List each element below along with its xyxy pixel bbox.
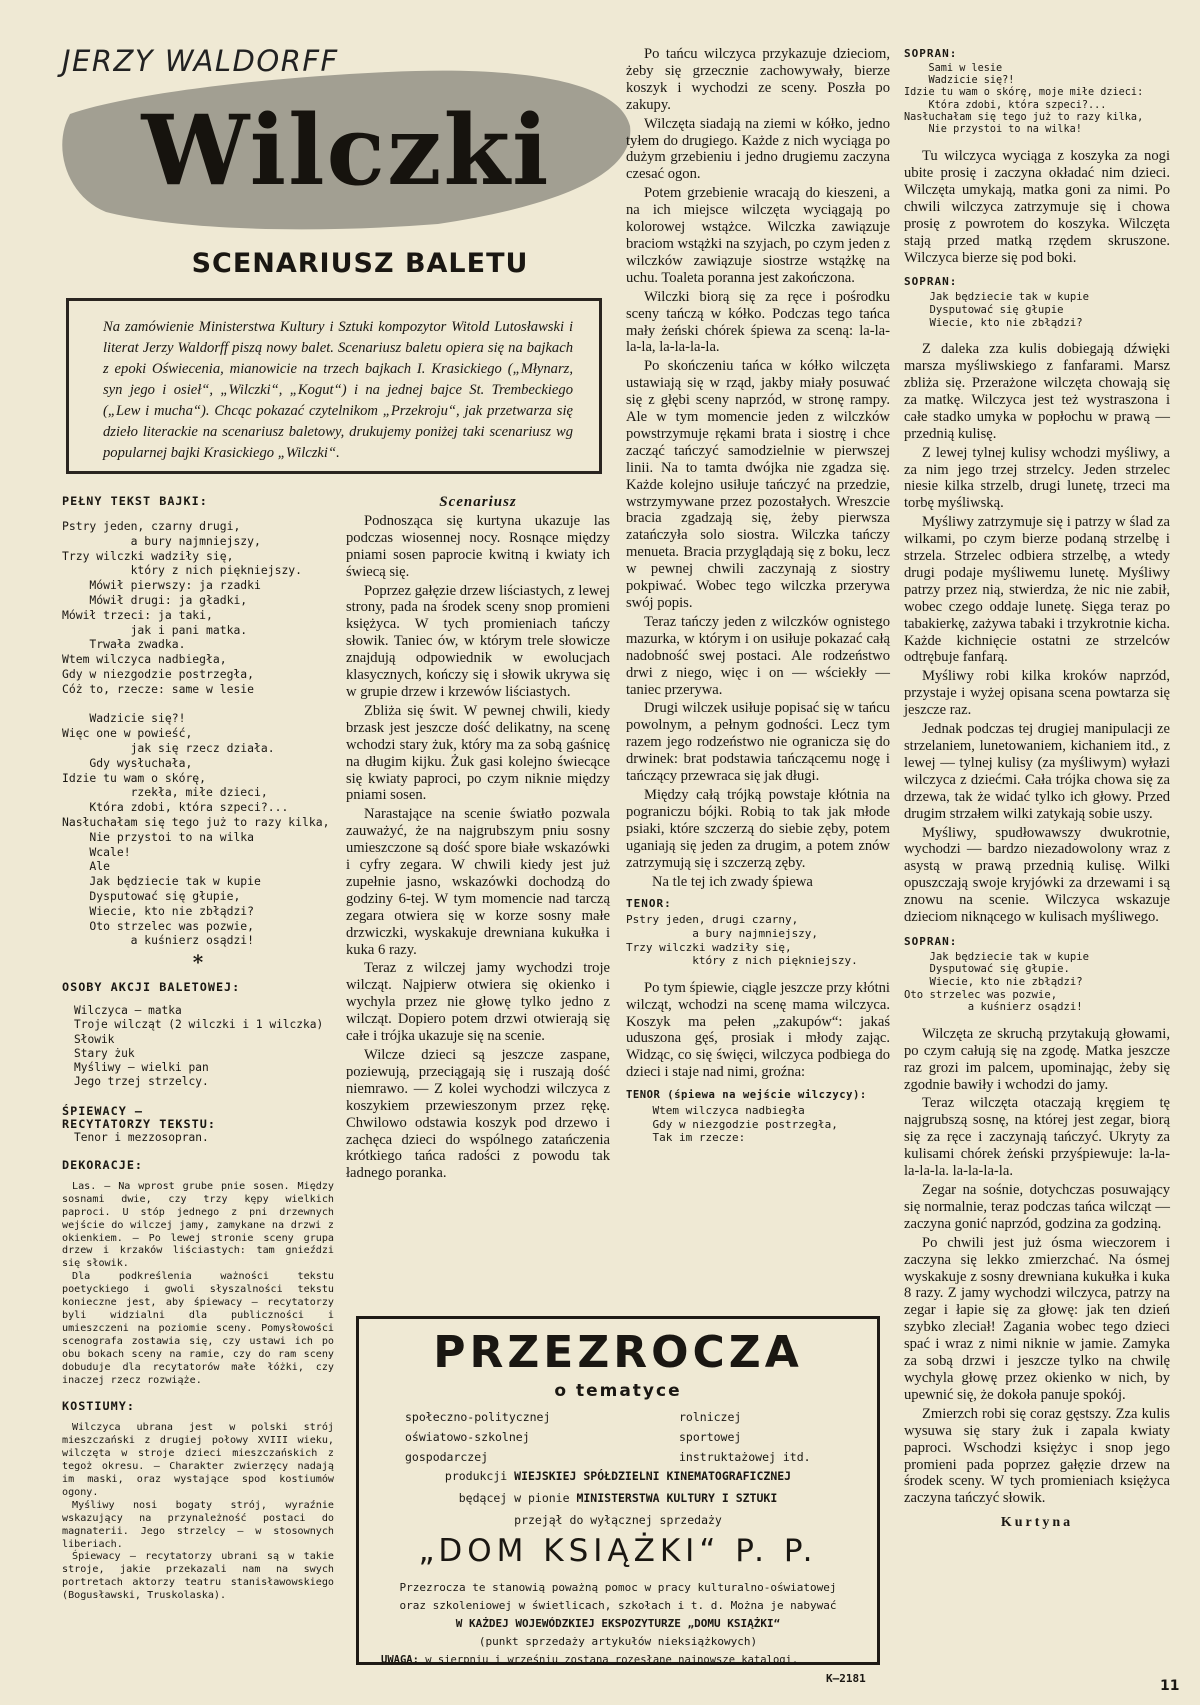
ad-code: K—2181 (826, 1672, 866, 1685)
scenario-paragraph: Jednak podczas tej drugiej manipulacji ze strzelaniem, lunetowaniem, kichaniem itd., z lewej — tylnej kulisy (za myśliwym) wyłazi wilczyca z dziećmi. Cała trójka chowa się za drzewa, tak że widać tylko ich głowy. Przed drugim strzałem wilki zatykają sobie uszy. (904, 721, 1170, 822)
title-text: Wilczki (141, 94, 551, 207)
tenor-lyrics: Pstry jeden, drugi czarny, a bury najmniejszy, Trzy wilczki wadziły się, który z nich piękniejszy. (626, 913, 858, 968)
scenario-paragraph: Po chwili jest już ósma wieczorem i zaczyna się lekko zmierzchać. Na ósmej wyskakuje z sosny drewniana kukułka i kuka 8 razy. Z jamy wychodzi wilczyca, patrzy na zegar i łapie się za głowę: jak ten dzień szybko zleciał! Zagania wobec tego dzieci spać i wraz z nimi niknie w jamie. Zamyka za sobą drzwi i jeszcze tylko na chwilę wychyla głowę przez okienko w nich, by upewnić się, że dokoła panuje spokój. (904, 1234, 1170, 1403)
ad-subtitle: o tematyce (554, 1381, 682, 1401)
ad-ministry-line (359, 1491, 877, 1505)
scenario-paragraph: Potem grzebienie wracają do kieszeni, a na ich miejsce wilczęta wyciągają po kolorowej wstążce. Wilczka zawiązuje braciom wstążki na szyjach, po czym jeden z wilczków zawiązuje siostrze wstążkę na uchu. Toaleta poranna jest zakończona. (626, 185, 890, 286)
tenor-lyrics: Wtem wilczyca nadbiegła Gdy w niezgodzie postrzegła, Tak im rzecze: (652, 1104, 838, 1145)
column-a (62, 494, 334, 1603)
scenario-paragraph: Po tańcu wilczyca przykazuje dzieciom, żeby się grzecznie zachowywały, bierze koszyk i wychodzi ze sceny. Poszła po zakupy. (626, 46, 890, 113)
singers-heading: ŚPIEWACY — RECYTATORZY TEKSTU: (62, 1104, 216, 1132)
ad-brand: „DOM KSIĄŻKI“ P. P. (418, 1533, 818, 1569)
costume-paragraph: Śpiewacy — recytatorzy ubrani są w takie stroje, jakie przekazali nam na swych portretach aktorzy teatru stanisławowskiego (Bogusławski, Truskolaska). (62, 1551, 334, 1602)
scenario-paragraph: Myśliwy, spudłowawszy dwukrotnie, wychodzi — bardzo niezadowolony wraz z asystą w prawą przednią kulisę. Wilki opuszczają swoje kryjówki za drzewami i są znowu na scenie. Wilczyca wskazuje dzieciom niknącego w kulisach myśliwego. (904, 824, 1170, 926)
persons-list: Wilczyca — matka Troje wilcząt (2 wilczki i 1 wilczka) Słowik Stary żuk Myśliwy — wielki pan Jego trzej strzelcy. (74, 1004, 324, 1089)
ad-desc: W KAŻDEJ WOJEWÓDZKIEJ EKSPOZYTURZE „DOMU KSIĄŻKI“ (455, 1617, 781, 1630)
scenario-paragraph: Zmierzch robi się coraz gęstszy. Zza kulis wysuwa się stary żuk i zapala kwiaty paproci. Wschodzi księżyc i snop jego promieni pada poprzez gałęzie drzew na środek sceny. W tych promieniach księżyca zaczyna tańczyć słowik. (904, 1405, 1170, 1507)
sopran-label: SOPRAN: (904, 275, 958, 289)
sopran-label: SOPRAN: (904, 934, 958, 948)
costume-paragraph: Myśliwy nosi bogaty strój, wyraźnie wskazujący na przynależność postaci do magnaterii. Jego strzelcy — w stosownych liberiach. (62, 1499, 334, 1550)
ad-desc: Przezrocza te stanowią poważną pomoc w pracy kulturalno-oświatowej (399, 1581, 837, 1594)
ad-topic: gospodarczej (405, 1450, 489, 1464)
singers-text: Tenor i mezzosopran. (74, 1131, 209, 1145)
curtain-label: Kurtyna (1000, 1515, 1074, 1531)
ad-sale-line: przejął do wyłącznej sprzedaży (514, 1513, 722, 1527)
scenario-paragraph: Wilczęta ze skruchą przytakują głowami, po czym całują się na zgodę. Matka jeszcze raz grozi im palcem, upominając, żeby się zgodnie bawiły i wchodzi do jamy. (904, 1025, 1170, 1093)
scenario-paragraph: Podnosząca się kurtyna ukazuje las podczas wiosennej nocy. Rosnące między pniami sosen paprocie kwitną i kwiaty ich świecą się. (346, 512, 610, 580)
ad-topics-left (405, 1407, 550, 1467)
costume-heading: KOSTIUMY: (62, 1399, 135, 1414)
ad-topic: instruktażowej itd. (679, 1450, 811, 1464)
scenario-paragraph: Drugi wilczek usiłuje popisać się w tańcu powolnym, a pełnym godności. Lecz tym razem jego rodzeństwo nie ogranicza się do drwinek: brat podstawia tańczącemu nogę i tańczący przewraca się jak długi. (626, 700, 890, 785)
scenario-heading: Scenariusz (439, 494, 517, 510)
scenario-paragraph: Myśliwy robi kilka kroków naprzód, przystaje i wyżej opisana scena powtarza się jeszcze raz. (904, 668, 1170, 719)
ad-desc: oraz szkoleniowej w świetlicach, szkołach i t. d. Można je nabywać (399, 1599, 837, 1612)
page-number: 11 (1160, 1678, 1180, 1694)
scenario-paragraph: Myśliwy zatrzymuje się i patrzy w ślad za wilkami, po czym bierze podaną strzelbę i strzela. Strzelec odbiera strzelbę, a wtedy drugi podaje myśliwemu lunetę. Myśliwy patrzy przez nią, stwierdza, że nic nie zabił, wobec czego oddaje lunetę. Sięga teraz po tabakierkę, zażywa tabaki i trzykrotnie kicha. Każde kichnięcie ostatni ze strzelców odtrębuje fanfarą. (904, 514, 1170, 666)
scenario-paragraph: Z lewej tylnej kulisy wchodzi myśliwy, a za nim jego trzej strzelcy. Jeden strzelec niesie kilka strzelb, drugi lunetę, trzeci ma torbę myśliwską. (904, 444, 1170, 512)
costume-body (62, 1422, 334, 1603)
ad-topics-right (679, 1407, 811, 1467)
ad-ministry-name: MINISTERSTWA KULTURY I SZTUKI (576, 1491, 778, 1505)
tenor-label: TENOR (śpiewa na wejście wilczycy): (626, 1089, 867, 1102)
ad-ministry-prefix: będącej w pionie (458, 1491, 577, 1505)
scenario-paragraph: Teraz z wilczej jamy wychodzi troje wilcząt. Najpierw otwiera się okienko i wychyla przez nie głowę tylko jedno z wilcząt. Dopiero potem drzwi otwierają się całe i trójka ukazuje się na scenie. (346, 960, 610, 1045)
scenario-paragraph: Zbliża się świt. W pewnej chwili, kiedy brzask jest jeszcze dość delikatny, na scenę wchodzi stary żuk, który ma za sobą gaśnicę na długim kijku. Żuk gasi kolejno świecące się kwiaty paproci, po czym niknie między pniami sosen. (346, 702, 610, 804)
ad-producer-name: WIEJSKIEJ SPÓŁDZIELNI KINEMATOGRAFICZNEJ (514, 1469, 792, 1483)
ad-topic: sportowej (679, 1430, 742, 1444)
decor-body (62, 1181, 334, 1388)
scenario-paragraph: Wilcze dzieci są jeszcze zaspane, poziewują, przeciągają się i ruszają dość niemrawo. — Z kolei wychodzi wilczyca z koszykiem przewieszonym przez rękę. Chwilowo odstawia koszyk pod drzewo i zachęca dzieci do wspólnego zatańczenia krótkiego tańca radości z powodu tak ładnego poranka. (346, 1047, 610, 1182)
sopran-lyrics: Sami w lesie Wadzicie się?! Idzie tu wam o skórę, moje miłe dzieci: Która zdobi, która szpeci?... Nasłuchałam się tego już to razy kilka, Nie przystoi to na wilka! (904, 62, 1144, 135)
author-name: JERZY WALDORFF (62, 44, 339, 78)
section-star: * (192, 950, 204, 975)
ad-topic: oświatowo-szkolnej (405, 1430, 530, 1444)
intro-text: Na zamówienie Ministerstwa Kultury i Sztuki kompozytor Witold Lutosławski i literat Jerzy Waldorff piszą nowy balet. Scenariusz baletu opiera się na bajkach z epoki Oświecenia, mianowicie na trzech bajkach I. Krasickiego („Młynarz, syn jego i osieł“, „Wilczki“, „Kogut“) i na jednej bajce St. Trembeckiego („Lew i mucha“). Chcąc pokazać czytelnikom „Przekroju“, jak przetwarza się dzieło literackie na scenariusz baletowy, drukujemy poniżej taki scenariusz wg popularnej bajki Krasickiego „Wilczki“. (103, 319, 573, 461)
fable-text: Pstry jeden, czarny drugi, a bury najmniejszy, Trzy wilczki wadziły się, który z nich piękniejszy. Mówił pierwszy: ja rzadki Mówił drugi: ja gładki, Mówił trzeci: ja taki, jak i pani matka. Trwała zwadka. Wtem wilczyca nadbiegła, Gdy w niezgodzie postrzegła, Cóż to, rzecze: same w lesie Wadzicie się?! Więc one w powieść, jak się rzecz działa. Gdy wysłuchała, Idzie tu wam o skórę, rzekła, miłe dzieci, Która zdobi, która szpeci?... Nasłuchałam się tego już to razy kilka, Nie przystoi to na wilka Wcale! Ale Jak będziecie tak w kupie Dysputować się głupie, Wiecie, kto nie zbłądzi? Oto strzelec was pozwie, a kuśnierz osądzi! (62, 519, 330, 948)
costume-paragraph: Wilczyca ubrana jest w polski strój mieszczański z drugiej połowy XVIII wieku, wilczęta w stroje dzieci mieszczańskich z tegoż okresu. — Charakter zwierzęcy nadają im maski, oraz wystające spod kostiumów ogony. (62, 1422, 334, 1498)
ad-title: PRZEZROCZA (433, 1327, 803, 1378)
ad-desc: (punkt sprzedaży artykułów nieksiążkowych) (478, 1635, 758, 1648)
scenario-paragraph: Między całą trójką powstaje kłótnia na pograniczu bójki. Robią to tak jak młode psiaki, które szczerzą do siebie zęby, potem uganiają się jeden za drugim, a potem znów zatrzymują się i szczerzą zęby. (626, 786, 890, 871)
scenario-paragraph: Wilczęta siadają na ziemi w kółko, jedno tyłem do drugiego. Każde z nich wyciąga po dużym grzebieniu i jedno drugiemu zaczyna czesać ogon. (626, 115, 890, 183)
decor-heading: DEKORACJE: (62, 1157, 144, 1172)
ad-producer-line (359, 1469, 877, 1483)
advertisement-box (356, 1316, 880, 1665)
title-logo (58, 66, 636, 236)
ad-note (381, 1654, 798, 1666)
column-b (346, 494, 610, 1182)
scenario-paragraph: Wilczki biorą się za ręce i pośrodku sceny tańczą w kółko. Podczas tego tańca mały żeński chórek śpiewa za sceną: la-la-la-la, la-la-la-la. (626, 288, 890, 356)
scenario-paragraph: Z daleka zza kulis dobiegają dźwięki marsza myśliwskiego z fanfarami. Marsz zbliża się. Przerażone wilczęta chowają się za matkę. Wilczyca jest też wystraszona i całe stadko umyka w popłochu w prawą — przednią kulisę. (904, 341, 1170, 442)
decor-paragraph: Las. — Na wprost grube pnie sosen. Między sosnami dwie, czy trzy kępy wielkich paproci. U stóp jednego z pni drzewnych wejście do wilczej jamy, zamykane na drzwi z okienkiem. — Po lewej stronie sceny grupa drzew i krzaków liściastych: tam gnieździ się słowik. (62, 1180, 334, 1270)
column-c (626, 46, 890, 1145)
persons-heading: OSOBY AKCJI BALETOWEJ: (62, 980, 241, 995)
intro-box (66, 298, 602, 474)
decor-paragraph: Dla podkreślenia ważności tekstu poetyckiego i gwoli słyszalności tekstu konieczne jest, aby śpiewacy — recytatorzy byli widzialni dla publiczności i umieszczeni na poziomie sceny. Pomysłowości scenografa zostawia się, czy ustawi ich po obu bokach sceny na ramie, czy do ram sceny dobuduje dla recytatorów małe łóżki, czy inaczej rzecz rozwiąże. (62, 1271, 334, 1386)
tenor-label: TENOR: (626, 897, 672, 911)
ad-topic: rolniczej (679, 1410, 742, 1424)
column-d (904, 46, 1170, 1532)
scenario-paragraph: Narastające na scenie światło pozwala zauważyć, że na najgrubszym pniu sosny umieszczone są dość spore białe wskazówki i cyfry zegara. W chwili kiedy jest już zupełnie jasno, wskazówki dochodzą do godziny 6-tej. W tym momencie nad tarczą zegara otwiera się w korze sosny małe drzwiczki, wyskakuje drewniana kukułka i kuka 6 razy. (346, 806, 610, 958)
sopran-label: SOPRAN: (904, 47, 958, 60)
subtitle: SCENARIUSZ BALETU (191, 248, 529, 279)
ad-producer-prefix: produkcji (444, 1469, 515, 1483)
ad-note-label: UWAGA: (381, 1654, 419, 1666)
ad-topic: społeczno-politycznej (405, 1410, 551, 1424)
ad-note-text: w sierpniu i wrześniu zostaną rozesłane najnowsze katalogi. (425, 1654, 799, 1666)
sopran-lyrics: Jak będziecie tak w kupie Dysputować się głupie. Wiecie, kto nie zbłądzi? Oto strzelec was pozwie, a kuśnierz osądzi! (904, 950, 1089, 1014)
scenario-paragraph: Poprzez gałęzie drzew liściastych, z lewej strony, pada na środek sceny snop promieni księżyca. W tych promieniach tańczy słowik. Taniec ów, w którym trele słowicze znajdują odpowiednik w ewolucjach klasycznych, kończy się i słowik ukrywa się w grupie drzew i krzewów liściastych. (346, 582, 610, 700)
scenario-paragraph: Teraz tańczy jeden z wilczków ognistego mazurka, w którym i on usiłuje pokazać całą nadobność swej postaci. Ale rodzeństwo drwi z niego, więc i on — wściekły — taniec przerywa. (626, 613, 890, 698)
scenario-paragraph: Po skończeniu tańca w kółko wilczęta ustawiają się w rząd, jakby miały posuwać się z głębi sceny naprzód, w stronę rampy. Ale w tym momencie jeden z wilczków powstrzymuje rękami brata i siostrę i chce zacząć tańczyć samodzielnie w pierwszej linii. Na to tamta dwójka nie zgadza się. Każde kolejno usiłuje tańczyć na przedzie, wstrzymywane przez pozostałych. Wreszcie bracia zgadzają się, żeby pierwsza zatańczyła solo siostra. Wilczka tańczy menueta. Bracia przyglądają się z boku, lecz w pewnej chwili zaczynają z siostry pokpiwać. Wobec tego wilczka przerywa swój popis. (626, 358, 890, 611)
scenario-paragraph: Teraz wilczęta otaczają kręgiem tę najgrubszą sosnę, na której jest zegar, biorą się za ręce i zaczynają tańczyć. Ukryty za kulisami chórek żeński przyśpiewuje: la-la-la-la-la. la-la-la-la. (904, 1095, 1170, 1180)
scenario-paragraph: Zegar na sośnie, dotychczas posuwający się normalnie, teraz podczas tańca wilcząt — zaczyna gonić naprzód, godzina za godziną. (904, 1182, 1170, 1232)
scenario-paragraph: Po tym śpiewie, ciągle jeszcze przy kłótni wilcząt, wchodzi na scenę mama wilczyca. Koszyk ma pełen „zakupów“: jakaś uduszona gęś, prosiak i młody zając. Widząc, co się święci, wilczyca podbiega do dzieci i staje nad nimi, groźna: (626, 979, 890, 1081)
scenario-paragraph: Na tle tej ich zwady śpiewa (652, 873, 813, 890)
fable-heading: PEŁNY TEKST BAJKI: (62, 494, 208, 508)
sopran-lyrics: Jak będziecie tak w kupie Dysputować się głupie Wiecie, kto nie zbłądzi? (929, 291, 1089, 329)
scenario-paragraph: Tu wilczyca wyciąga z koszyka za nogi ubite prosię i zaczyna okładać nim dzieci. Wilczęta umykają, matka goni za nimi. Po chwili wilczyca zatrzymuje się i chowa prosię z powrotem do koszyka. Wilczęta stają przed matką rzędem skruszone. Wilczyca bierze się pod boki. (904, 148, 1170, 266)
